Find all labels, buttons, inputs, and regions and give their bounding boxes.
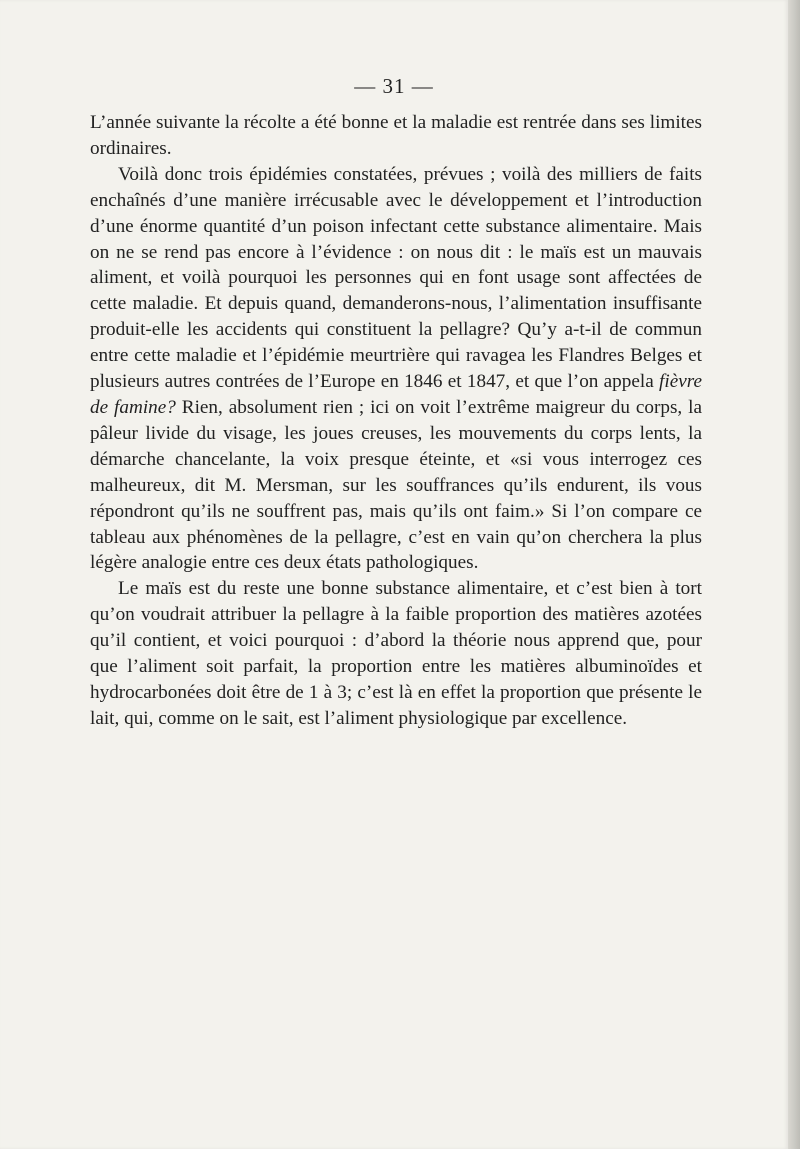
page-number: — 31 — — [354, 74, 434, 98]
body-text — [90, 110, 702, 732]
paragraph-1 — [90, 110, 702, 162]
paragraph-2-italic-phrase: fièvre de famine? — [90, 371, 702, 418]
paragraph-2-text-end: Rien, absolument rien ; ici on voit l’extrême maigreur du corps, la pâleur livide du visage, les joues creuses, les mouvements du corps lents, la démarche chancelante, la voix presque éteinte, et «si vous interrogez ces malheureux, dit M. Mersman, sur les souffrances qu’ils endurent, ils vous répondront qu’ils ne souffrent pas, mais qu’ils ont faim.» Si l’on compare ce tableau aux phénomènes de la pellagre, c’est en vain qu’on cherchera la plus légère analogie entre ces deux états pathologiques. — [90, 396, 702, 574]
page-edge — [788, 0, 800, 1149]
paragraph-2 — [90, 162, 702, 577]
paragraph-2-text-start: Voilà donc trois épidémies constatées, prévues ; voilà des milliers de faits enchaînés d’une manière irrécusable avec le développement et l’introduction d’une énorme quantité d’un poison infectant cette substance alimentaire. Mais on ne se rend pas encore à l’évidence : on nous dit : le maïs est un mauvais aliment, et voilà pourquoi les personnes qui en font usage sont affectées de cette maladie. Et depuis quand, demanderons-nous, l’alimentation insuffisante produit-elle les accidents qui constituent la pellagre? Qu’y a-t-il de commun entre cette maladie et l’épidémie meurtrière qui ravagea les Flandres Belges et plusieurs autres contrées de l’Europe en 1846 et 1847, et que l’on appela — [90, 163, 702, 393]
paragraph-3 — [90, 576, 702, 731]
paragraph-3-text: Le maïs est du reste une bonne substance alimentaire, et c’est bien à tort qu’on voudrait attribuer la pellagre à la faible proportion des matières azotées qu’il contient, et voici pourquoi : d’abord la théorie nous apprend que, pour que l’aliment soit parfait, la proportion entre les matières albuminoïdes et hydrocarbonées doit être de 1 à 3; c’est là en effet la proportion que présente le lait, qui, comme on le sait, est l’aliment physiologique par excellence. — [90, 578, 702, 729]
paragraph-1-text: L’année suivante la récolte a été bonne et la maladie est rentrée dans ses limites ordinaires. — [90, 112, 702, 159]
